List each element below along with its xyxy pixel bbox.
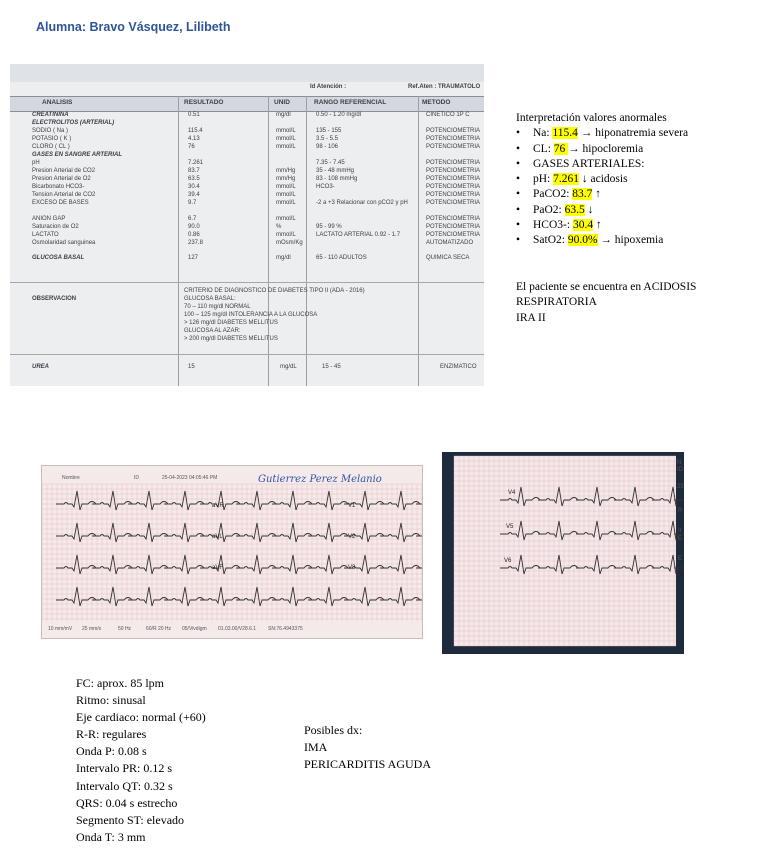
lead-label: aVR	[212, 503, 224, 509]
col-unit: UNID	[274, 99, 290, 106]
lab-cell-unit: mmol/L	[276, 192, 296, 198]
highlighted-value: 115.4	[552, 127, 578, 140]
item-label: SatO2:	[533, 234, 568, 247]
finding-line: Intervalo QT: 0.32 s	[76, 778, 173, 793]
item-label: PaCO2:	[533, 188, 573, 201]
ecg-image-precordial-leads	[442, 452, 684, 654]
interpretation-list	[516, 126, 688, 248]
item-note: → hiponatremia severa	[577, 127, 689, 140]
lab-cell-name: EXCESO DE BASES	[32, 200, 89, 206]
lab-cell-name: Presion Arterial de O2	[32, 176, 91, 182]
urea-name: UREA	[32, 364, 50, 370]
item-note: ↑	[592, 188, 602, 201]
item-note: → hipocloremia	[568, 142, 644, 155]
lab-cell-range: 135 - 155	[316, 128, 342, 134]
lead-label: V3	[348, 565, 356, 571]
lab-cell-name: Presion Arterial de CO2	[32, 168, 96, 174]
divider	[418, 96, 419, 386]
item-label: Na:	[533, 127, 553, 140]
highlighted-value: 83.7	[572, 188, 593, 201]
edge-label: 25	[677, 484, 684, 490]
lab-cell-method: POTENCIOMETRIA	[426, 176, 481, 182]
lab-cell-name: LACTATO	[32, 232, 59, 238]
ecg-image-limb-leads	[41, 465, 423, 639]
lead-label: V6	[504, 558, 512, 564]
lab-cell-name: Saturacion de O2	[32, 224, 79, 230]
lab-cell-range: 3.5 - 5.5	[316, 136, 339, 142]
observation-label: OBSERVACION	[32, 296, 77, 302]
lab-cell-method: POTENCIOMETRIA	[426, 168, 481, 174]
highlighted-value: 90.0%	[567, 234, 598, 247]
lab-cell-name: GLUCOSA BASAL	[32, 255, 85, 261]
lab-cell-unit: mmol/L	[276, 232, 296, 238]
finding-line: Onda T: 3 mm	[76, 829, 146, 844]
highlighted-value: 7.261	[553, 173, 579, 186]
col-result: RESULTADO	[184, 99, 224, 106]
lab-cell-name: ANION GAP	[32, 216, 66, 222]
lab-cell-method: POTENCIOMETRIA	[426, 136, 481, 142]
lab-cell-unit: mmol/L	[276, 144, 296, 150]
lab-header-row	[10, 96, 484, 112]
lab-cell-result: 83.7	[188, 168, 200, 174]
finding-line: Ritmo: sinusal	[76, 693, 146, 708]
ecg-tracing	[42, 466, 422, 638]
interpretation-item	[516, 203, 688, 218]
item-note: ↓ acidosis	[579, 173, 628, 186]
interpretation-item	[516, 233, 688, 248]
lab-cell-range: HCO3-	[316, 184, 335, 190]
author-name: Alumna: Bravo Vásquez, Lilibeth	[36, 20, 231, 34]
lab-cell-name: GASES EN SANGRE ARTERIAL	[32, 152, 123, 158]
ecg-footer-item: 05/Vivdigm	[182, 626, 207, 632]
item-label: CL:	[533, 142, 554, 155]
interpretation-item	[516, 218, 688, 233]
lab-cell-name: SODIO ( Na )	[32, 128, 69, 134]
ecg-findings	[76, 675, 206, 846]
divider	[178, 96, 179, 386]
lab-cell-method: AUTOMATIZADO	[426, 240, 474, 246]
lab-reference: Ref.Aten : TRAUMATOLO	[408, 84, 481, 90]
lab-cell-range: 65 - 110 ADULTOS	[316, 255, 367, 261]
edge-label: R	[678, 508, 683, 514]
lab-cell-range: 0.50 - 1.20 mg/dl	[316, 112, 362, 118]
finding-line: Intervalo PR: 0.12 s	[76, 761, 172, 776]
divider	[10, 354, 484, 355]
lead-label: V5	[506, 524, 514, 530]
ecg-name-label: Nombre	[62, 475, 80, 481]
interpretation-item	[516, 187, 688, 202]
lab-cell-name: Osmolaridad sanguinea	[32, 240, 96, 246]
lab-cell-method: POTENCIOMETRIA	[426, 224, 481, 230]
lab-cell-method: POTENCIOMETRIA	[426, 232, 481, 238]
lab-cell-range: 7.35 - 7.45	[316, 160, 345, 166]
interpretation-item	[516, 126, 688, 141]
finding-line: Onda P: 0.08 s	[76, 744, 147, 759]
finding-line: FC: aprox. 85 lpm	[76, 676, 165, 690]
diagnosis-item: IMA	[304, 740, 328, 755]
urea-result: 15	[188, 364, 195, 370]
lab-cell-name: pH	[32, 160, 40, 166]
lab-report-image	[10, 64, 484, 386]
lab-cell-result: 0.86	[188, 232, 200, 238]
lab-cell-range: LACTATO ARTERIAL 0.92 - 1.7	[316, 232, 401, 238]
lab-cell-method: POTENCIOMETRIA	[426, 144, 481, 150]
lab-cell-result: 237.8	[188, 240, 204, 246]
lead-label: aVL	[212, 534, 223, 540]
lab-cell-name: POTASIO ( K )	[32, 136, 72, 142]
col-analysis: ANALISIS	[42, 99, 73, 106]
lab-cell-method: POTENCIOMETRIA	[426, 160, 481, 166]
ecg-footer-item: 50 Hz	[118, 626, 132, 632]
observation-line: GLUCOSA BASAL:	[184, 296, 236, 302]
lab-cell-name: Bicarbonato HCO3-	[32, 184, 85, 190]
lab-attention-id: Id Atención :	[310, 84, 347, 90]
observation-line: > 200 mg/dl DIABETES MELLITUS	[184, 336, 278, 342]
lab-cell-range: 83 - 108 mmHg	[316, 176, 358, 182]
lab-cell-result: 63.5	[188, 176, 200, 182]
lab-cell-result: 6.7	[188, 216, 197, 222]
lab-top-strip	[10, 64, 484, 82]
lab-cell-name: ELECTROLITOS (ARTERIAL)	[32, 120, 115, 126]
lab-cell-name: Tension Arterial de CO2	[32, 192, 96, 198]
observation-line: CRITERIO DE DIAGNOSTICO DE DIABETES TIPO II (ADA - 2016)	[184, 288, 365, 294]
lab-cell-name: CREATININA	[32, 112, 69, 118]
observation-line: > 126 mg/dl DIABETES MELLITUS	[184, 320, 278, 326]
finding-line: Eje cardiaco: normal (+60)	[76, 710, 206, 725]
lab-cell-result: 0.51	[188, 112, 200, 118]
lab-cell-range: 35 - 48 mmHg	[316, 168, 355, 174]
ecg-footer-item: 60/R 20 Hz	[146, 626, 172, 632]
lab-cell-unit: mmol/L	[276, 216, 296, 222]
edge-label: ID	[677, 467, 683, 473]
lab-cell-unit: mm/Hg	[276, 168, 296, 174]
item-note: ↓	[584, 203, 594, 216]
conclusion-line: El paciente se encuentra en ACIDOSIS RESPIRATORIA	[516, 281, 697, 309]
ecg-id-label: ID	[134, 475, 139, 481]
ecg-timestamp: 25-04-2023 04:05:46 PM	[162, 475, 218, 481]
lead-label: V1	[348, 503, 356, 509]
finding-line: Segmento ST: elevado	[76, 812, 185, 827]
edge-label: E	[678, 556, 683, 562]
lab-cell-unit: mmol/L	[276, 136, 296, 142]
lab-cell-result: 127	[188, 255, 199, 261]
ecg-handwritten-name: Gutierrez Perez Melanio	[258, 474, 382, 485]
lab-cell-result: 39.4	[188, 192, 200, 198]
lab-cell-unit: mOsm/Kg	[276, 240, 303, 246]
urea-unit: mg/dL	[280, 364, 297, 370]
ecg-footer-item: 01.03.00/V28.6.1	[218, 626, 257, 632]
lab-cell-unit: %	[276, 224, 282, 230]
ecg-footer-item: 10 mm/mV	[48, 626, 73, 632]
lab-cell-method: POTENCIOMETRIA	[426, 200, 481, 206]
lab-cell-result: 30.4	[188, 184, 200, 190]
item-label: HCO3-:	[533, 219, 573, 232]
observation-line: 100 – 125 mg/dl INTOLERANCIA A LA GLUCOSA	[184, 312, 318, 318]
interpretation-title: Interpretación valores anormales	[516, 112, 667, 124]
lab-cell-result: 115.4	[188, 128, 203, 134]
urea-method: ENZIMATICO	[440, 364, 477, 370]
ecg-tracing	[442, 452, 684, 654]
lab-cell-method: POTENCIOMETRIA	[426, 184, 481, 190]
lab-cell-result: 4.13	[188, 136, 200, 142]
lab-cell-unit: mg/dl	[276, 112, 291, 118]
lab-cell-unit: mmol/L	[276, 128, 296, 134]
observation-line: 70 – 110 mg/dl NORMAL	[184, 304, 251, 310]
lab-cell-name: CLORO ( CL )	[32, 144, 70, 150]
item-note: → hipoxemia	[597, 234, 664, 247]
edge-label: N	[677, 460, 682, 466]
lab-cell-result: 9.7	[188, 200, 197, 206]
ecg-footer-item: SN:76.4943375	[268, 626, 303, 632]
divider	[10, 282, 484, 283]
ecg-footer-item: 25 mm/s	[82, 626, 102, 632]
highlighted-value: 63.5	[564, 203, 585, 216]
diagnosis-item: PERICARDITIS AGUDA	[304, 757, 432, 772]
lab-cell-range: 95 - 99 %	[316, 224, 342, 230]
item-label: pH:	[533, 173, 554, 186]
lab-cell-method: QUIMICA SECA	[426, 255, 470, 261]
lead-label: V4	[508, 490, 516, 496]
interpretation-block	[516, 111, 688, 249]
interpretation-item	[516, 172, 688, 187]
observation-line: GLUCOSA AL AZAR:	[184, 328, 241, 334]
item-note: ↑	[593, 219, 602, 232]
lab-cell-unit: mmol/L	[276, 184, 296, 190]
lab-cell-method: POTENCIOMETRIA	[426, 192, 481, 198]
lab-cell-method: POTENCIOMETRIA	[426, 128, 481, 134]
divider	[306, 96, 307, 386]
lab-cell-unit: mmol/L	[276, 200, 296, 206]
interpretation-item	[516, 157, 688, 172]
lab-cell-method: POTENCIOMETRIA	[426, 216, 481, 222]
conclusion-line: IRA II	[516, 311, 546, 324]
highlighted-value: 76	[553, 142, 569, 155]
edge-label: E	[678, 536, 683, 542]
interpretation-item	[516, 142, 688, 157]
lab-cell-unit: mg/dl	[276, 255, 291, 261]
lab-cell-unit: mm/Hg	[276, 176, 296, 182]
conclusion-block	[516, 280, 756, 326]
edge-label: Ir	[678, 528, 682, 534]
finding-line: R-R: regulares	[76, 727, 147, 742]
item-label: PaO2:	[533, 203, 565, 216]
lab-cell-method: CINETICO 1P C	[426, 112, 470, 118]
lead-label: V2	[348, 534, 356, 540]
divider	[268, 96, 269, 386]
item-label: GASES ARTERIALES:	[533, 157, 645, 170]
highlighted-value: 30.4	[572, 219, 594, 232]
urea-range: 15 - 45	[322, 364, 341, 370]
col-range: RANGO REFERENCIAL	[314, 99, 387, 106]
lab-cell-range: -2 a +3 Relacionar con pCO2 y pH	[316, 200, 408, 206]
lead-label: aVF	[212, 565, 224, 571]
diagnosis-title: Posibles dx:	[304, 723, 363, 737]
col-method: METODO	[422, 99, 451, 106]
lab-cell-result: 90.0	[188, 224, 200, 230]
lab-cell-result: 7.261	[188, 160, 204, 166]
lab-cell-result: 76	[188, 144, 195, 150]
diagnosis-block	[304, 722, 431, 773]
finding-line: QRS: 0.04 s estrecho	[76, 795, 178, 810]
lab-cell-range: 98 - 106	[316, 144, 339, 150]
